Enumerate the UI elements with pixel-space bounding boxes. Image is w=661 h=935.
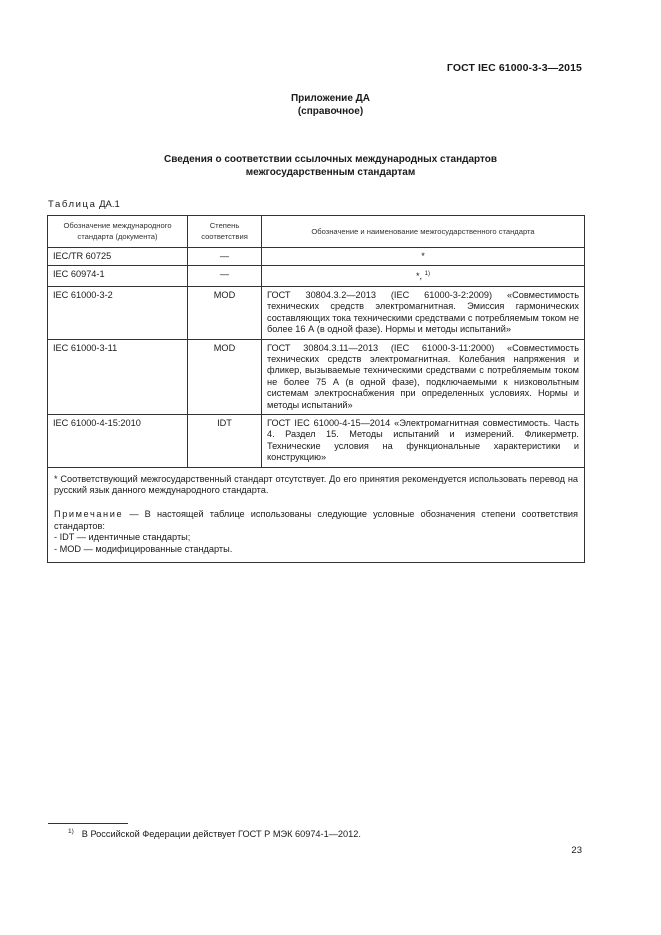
column-header-gost: Обозначение и наименование межгосударственного стандарта [262, 216, 585, 248]
table-heading-line2: межгосударственным стандартам [245, 167, 416, 178]
note-text: — В настоящей таблице использованы следующие условные обозначения степени соответствия стандартов: [54, 509, 578, 531]
cell-gost-mark: *, [415, 271, 423, 282]
cell-degree: — [188, 266, 262, 286]
table-note [54, 509, 578, 532]
table-header-row [48, 216, 585, 248]
cell-std: IEC 61000-3-2 [48, 286, 188, 339]
table-footnote: * Соответствующий межгосударственный стандарт отсутствует. До его принятия рекомендуется использовать перевод на русский язык данного международного стандарта. [54, 473, 578, 495]
cell-degree: MOD [188, 339, 262, 414]
table-row [48, 414, 585, 467]
table-row [48, 339, 585, 414]
cell-gost: * [262, 248, 585, 266]
table-row [48, 248, 585, 266]
table-row [48, 286, 585, 339]
cell-degree: MOD [188, 286, 262, 339]
cell-degree: — [188, 248, 262, 266]
table-footnote-cell [48, 467, 585, 562]
appendix-title-line: Приложение ДА [290, 93, 371, 104]
cell-std: IEC 61000-3-11 [48, 339, 188, 414]
table-heading-line1: Сведения о соответствии ссылочных международных стандартов [163, 154, 498, 165]
note-word: Примечание [54, 509, 124, 520]
footnote-divider [48, 823, 128, 824]
cell-std: IEC/TR 60725 [48, 248, 188, 266]
note-item: - IDT — идентичные стандарты; [54, 532, 191, 543]
page-footnote-text: В Российской Федерации действует ГОСТ Р МЭК 60974-1—2012. [81, 829, 361, 839]
cell-std: IEC 60974-1 [48, 266, 188, 286]
table-heading [0, 153, 661, 179]
appendix-subtitle: (справочное) [297, 106, 364, 117]
column-header-degree: Степень соответствия [188, 216, 262, 248]
cell-std: IEC 61000-4-15:2010 [48, 414, 188, 467]
cell-gost: ГОСТ 30804.3.2—2013 (IEC 61000-3-2:2009) «Совместимость технических средств электромагнитная. Эмиссия гармонических составляющих тока техническими средствами с потребляемым током не более 16 А (в одной фазе). Нормы и методы испытаний» [262, 286, 585, 339]
page-footnote [68, 829, 361, 839]
cell-gost: ГОСТ IEC 61000-4-15—2014 «Электромагнитная совместимость. Часть 4. Раздел 15. Методы испытаний и измерений. Фликерметр. Технические условия на функциональные характеристики и конструкцию» [262, 414, 585, 467]
table-footnote-row [48, 467, 585, 562]
cell-degree: IDT [188, 414, 262, 467]
table-label-word: Таблица [48, 199, 97, 210]
cell-gost-footnote-ref: 1) [424, 271, 431, 278]
table-row [48, 266, 585, 286]
table-label-number: ДА.1 [99, 199, 120, 210]
document-code: ГОСТ IEC 61000-3-3—2015 [446, 62, 582, 74]
note-item: - MOD — модифицированные стандарты. [54, 543, 233, 554]
cell-gost [262, 266, 585, 286]
cell-gost: ГОСТ 30804.3.11—2013 (IEC 61000-3-11:2000) «Совместимость технических средств электромагнитная. Колебания напряжения и фликер, вызываемые техническими средствами с потребляемым током не более 75 А (в одной фазе), подключаемыми к низковольтным системам электроснабжения при определенных условиях. Нормы и методы испытаний» [262, 339, 585, 414]
column-header-intl-standard: Обозначение международного стандарта (документа) [48, 216, 188, 248]
page-number: 23 [571, 845, 582, 856]
correspondence-table [47, 215, 585, 563]
page-footnote-mark: 1) [68, 828, 74, 835]
appendix-title [0, 92, 661, 118]
table-label [48, 199, 120, 210]
